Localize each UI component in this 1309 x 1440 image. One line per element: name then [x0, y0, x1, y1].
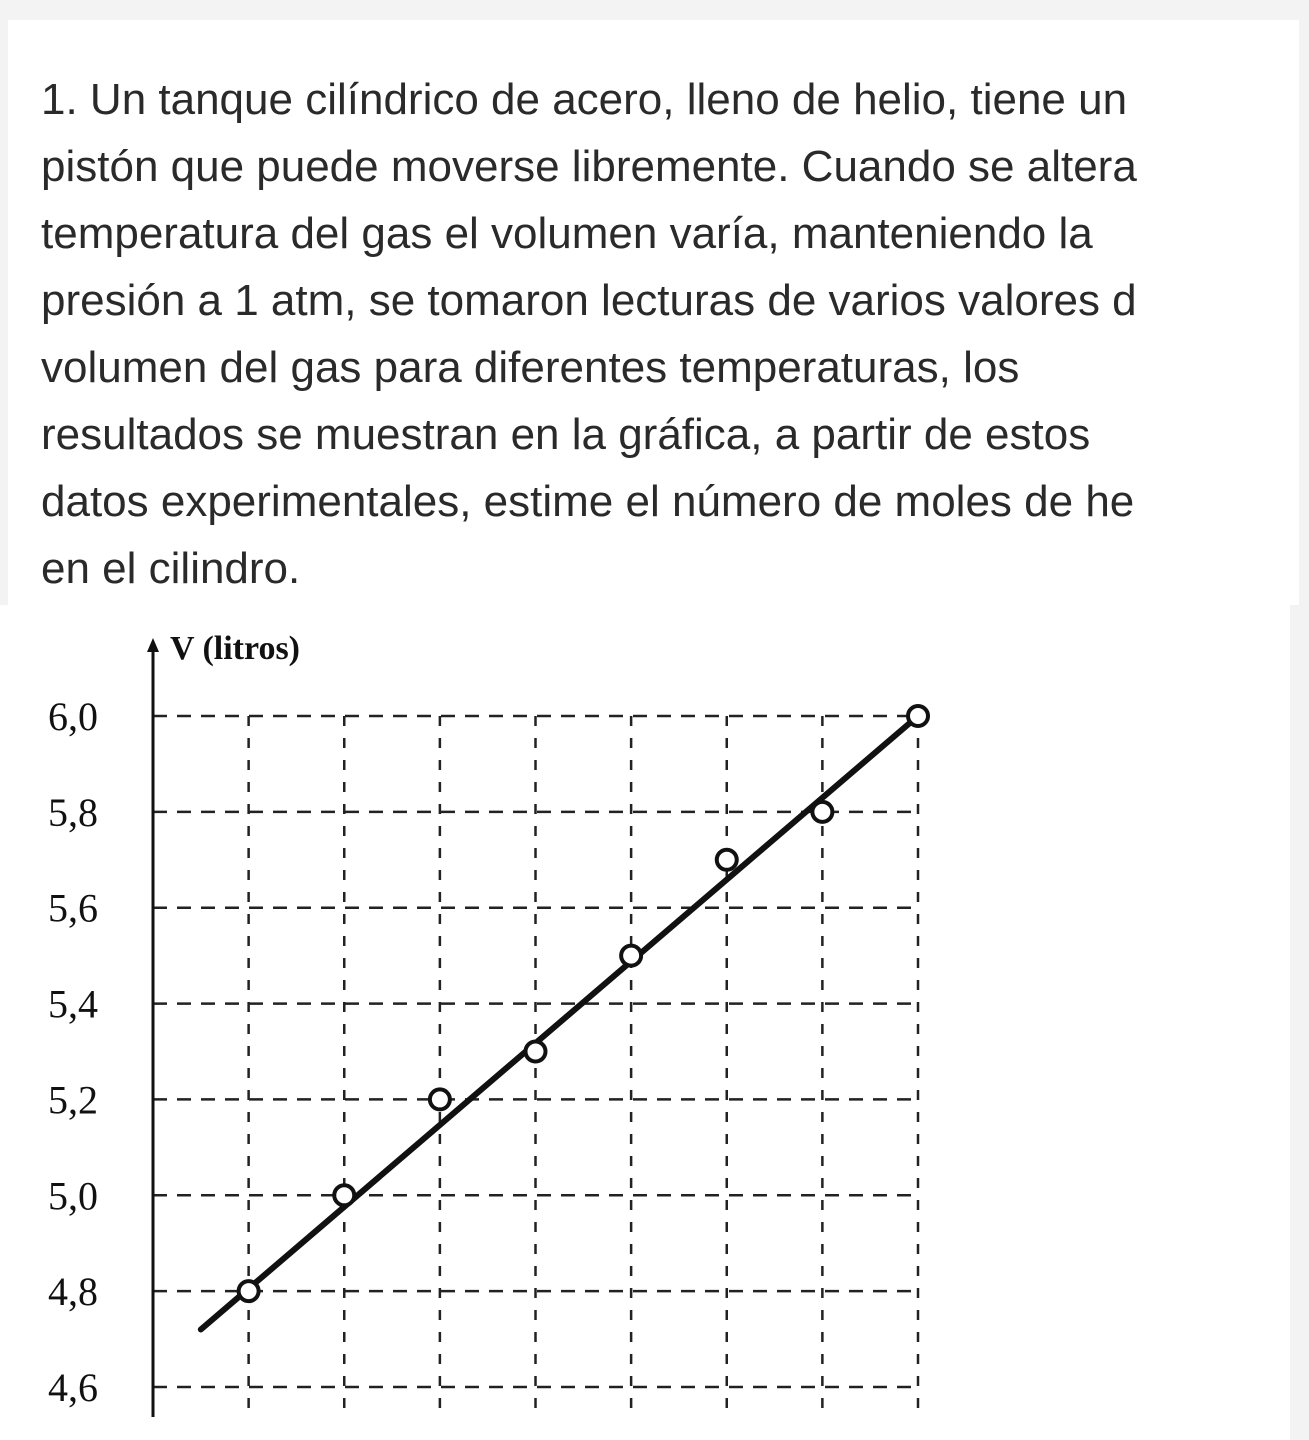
edge-strip [1290, 605, 1309, 1440]
problem-line: datos experimentales, estime el número de moles de he [41, 477, 1135, 526]
problem-line: pistón que puede moverse libremente. Cuando se altera [41, 142, 1137, 191]
data-point [430, 1089, 450, 1109]
problem-panel [8, 20, 1299, 605]
problem-line: temperatura del gas el volumen varía, manteniendo la [41, 209, 1093, 258]
y-tick-label: 5,0 [48, 1173, 98, 1219]
problem-line: 1. Un tanque cilíndrico de acero, lleno de helio, tiene un [41, 75, 1128, 124]
y-tick-label: 5,6 [48, 885, 98, 931]
problem-line: volumen del gas para diferentes temperaturas, los [41, 343, 1020, 392]
problem-line: resultados se muestran en la gráfica, a partir de estos [41, 410, 1091, 459]
problem-statement [41, 66, 1299, 602]
grid-layer [153, 716, 918, 1415]
data-point [334, 1185, 354, 1205]
y-axis-label: V (litros) [170, 630, 301, 667]
y-tick-label: 4,8 [48, 1269, 98, 1315]
chart-panel [0, 605, 1290, 1440]
problem-line: presión a 1 atm, se tomaron lecturas de varios valores d [41, 276, 1137, 325]
data-point [239, 1281, 259, 1301]
data-point [526, 1042, 546, 1062]
y-tick-label: 5,8 [48, 789, 98, 835]
data-point [621, 946, 641, 966]
data-point [812, 802, 832, 822]
tick-label-layer [48, 694, 98, 1410]
problem-line: en el cilindro. [41, 544, 301, 593]
data-point [908, 706, 928, 726]
axis-layer [147, 630, 300, 1417]
y-tick-label: 6,0 [48, 694, 98, 739]
y-tick-label: 5,2 [48, 1077, 98, 1123]
data-point [717, 850, 737, 870]
y-tick-label: 5,4 [48, 981, 98, 1027]
y-tick-label: 4,6 [48, 1365, 98, 1410]
volume-chart [0, 605, 1290, 1440]
fit-line-layer [201, 716, 918, 1329]
fit-line [201, 716, 918, 1329]
y-axis-arrow-icon [147, 638, 159, 652]
